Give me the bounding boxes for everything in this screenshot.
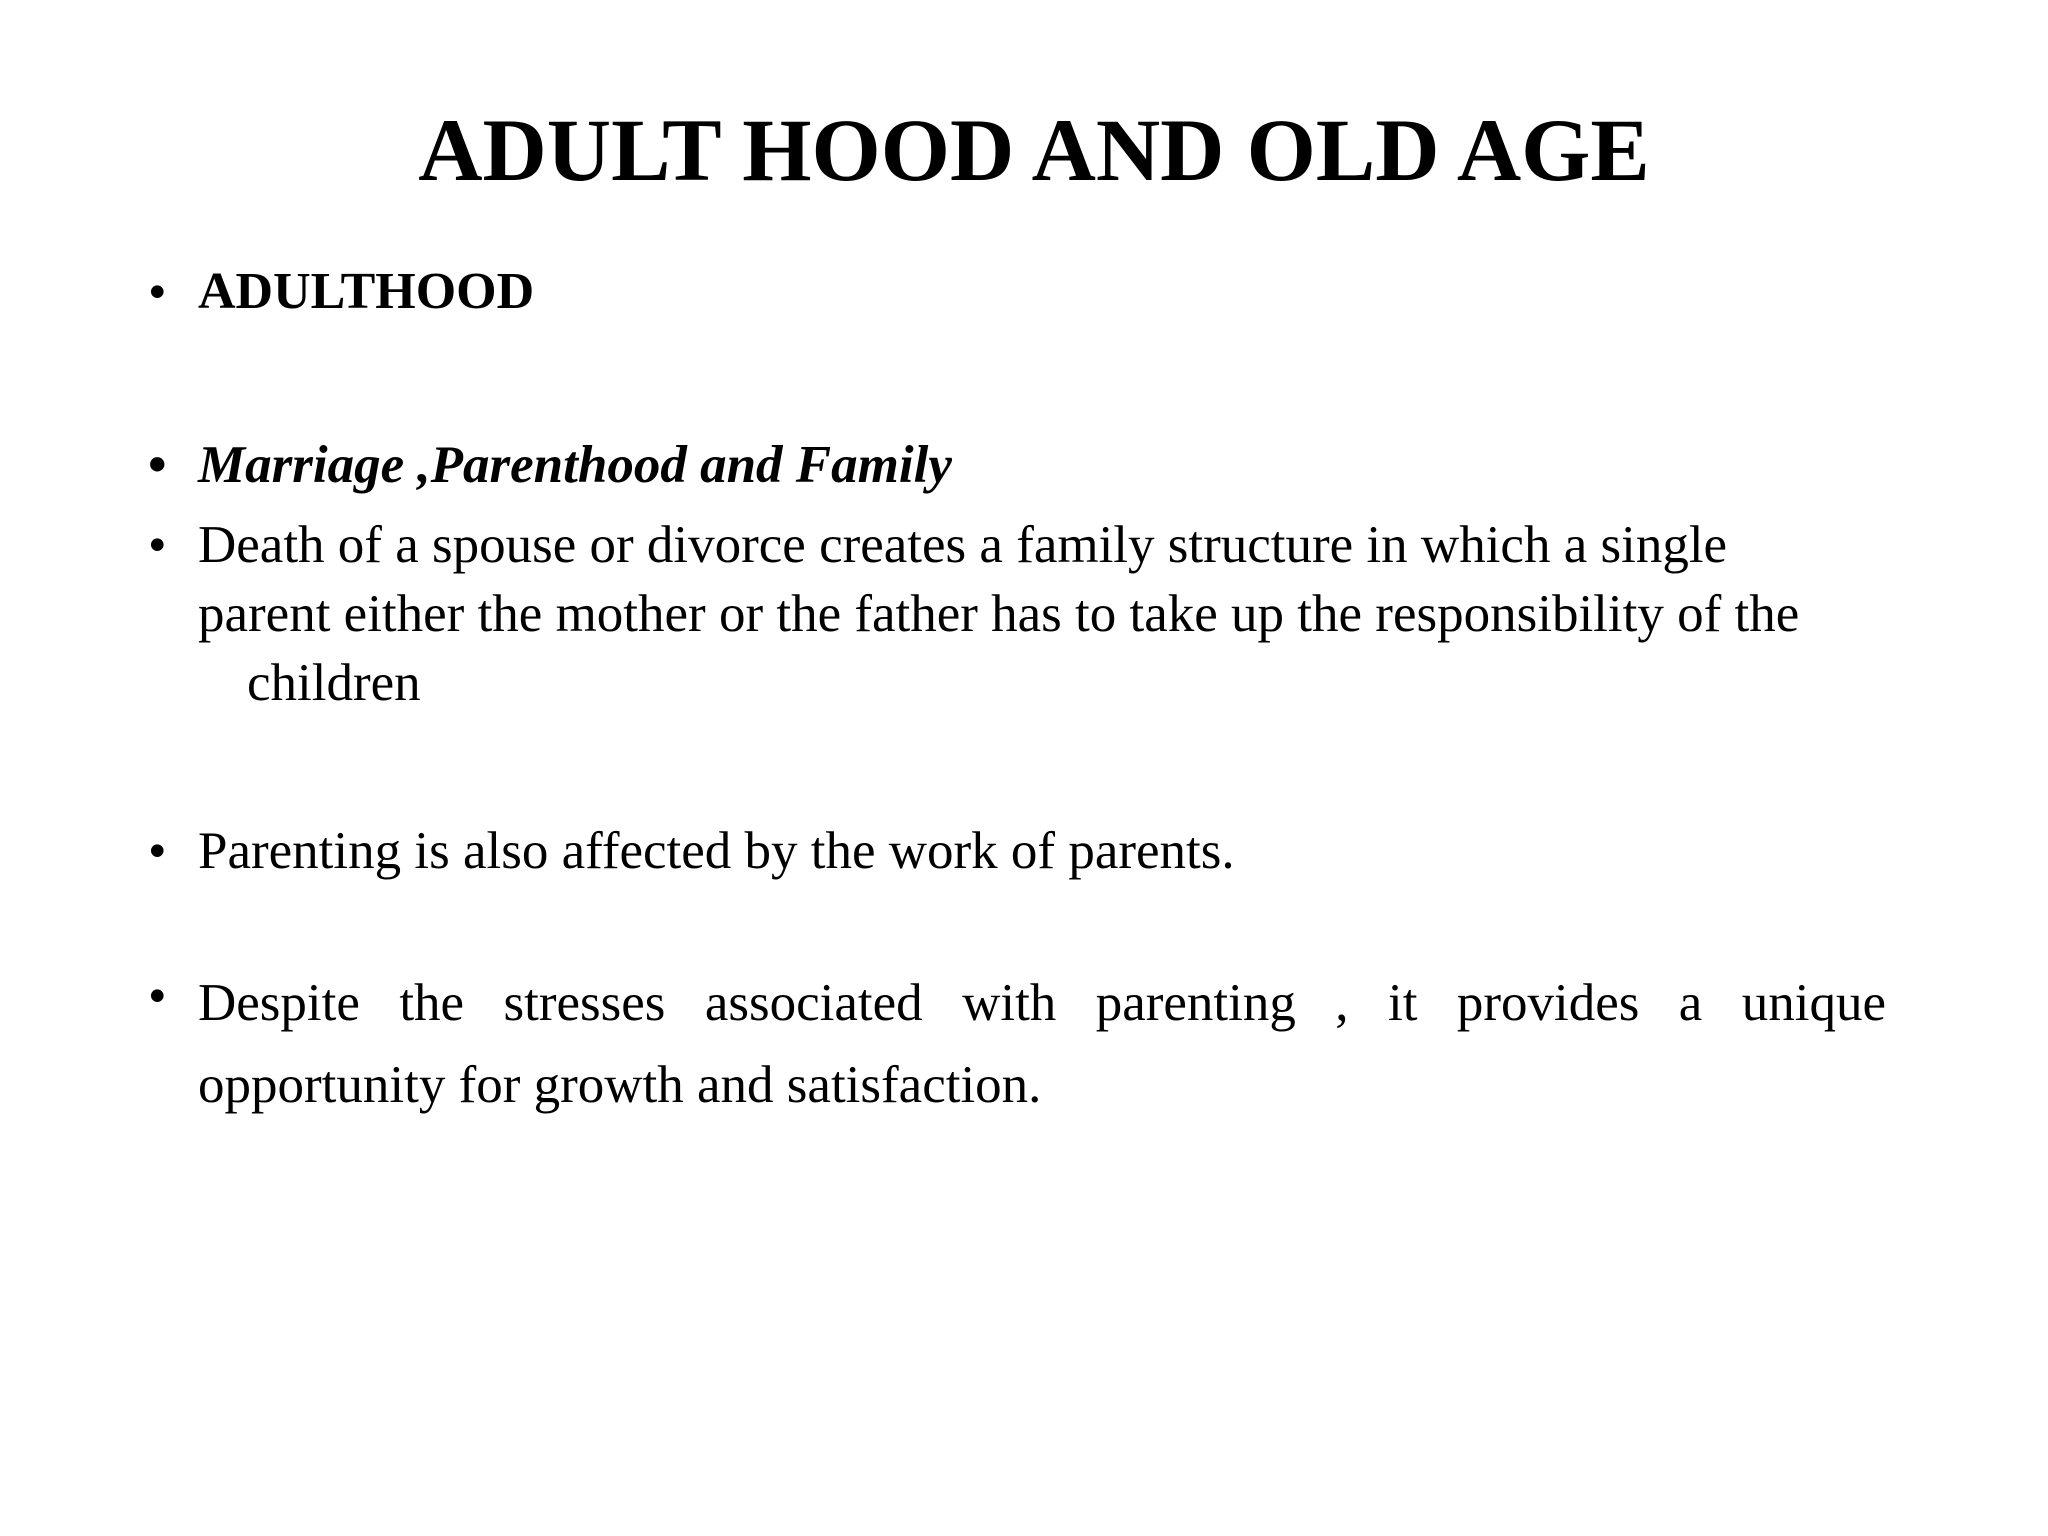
bullet-text: Parenting is also affected by the work of parents. xyxy=(198,822,1235,880)
bullet-dot-icon: • xyxy=(148,822,167,880)
bullet-text: Marriage ,Parenthood and Family xyxy=(198,436,952,494)
bullet-text: ADULTHOOD xyxy=(198,263,535,320)
bullet-dot-icon: • xyxy=(148,263,167,321)
bullet-dot-icon: • xyxy=(148,516,167,574)
bullet-dot-icon: • xyxy=(148,967,167,1025)
bullet-line: opportunity for growth and satisfaction. xyxy=(198,1056,1042,1114)
bullet-line: parent either the mother or the father has to take up the responsibility of the xyxy=(198,585,1800,643)
bullet-line: Death of a spouse or divorce creates a family structure in which a single xyxy=(198,516,1728,574)
bullet-text xyxy=(198,511,1908,718)
bullet-dot-icon: • xyxy=(148,436,167,494)
bullet-line: children xyxy=(247,654,421,712)
slide-title: ADULT HOOD AND OLD AGE xyxy=(418,102,1650,200)
bullet-line: Despite the stresses associated with parenting , it provides a unique xyxy=(198,974,1886,1032)
bullet-text xyxy=(198,962,1908,1126)
